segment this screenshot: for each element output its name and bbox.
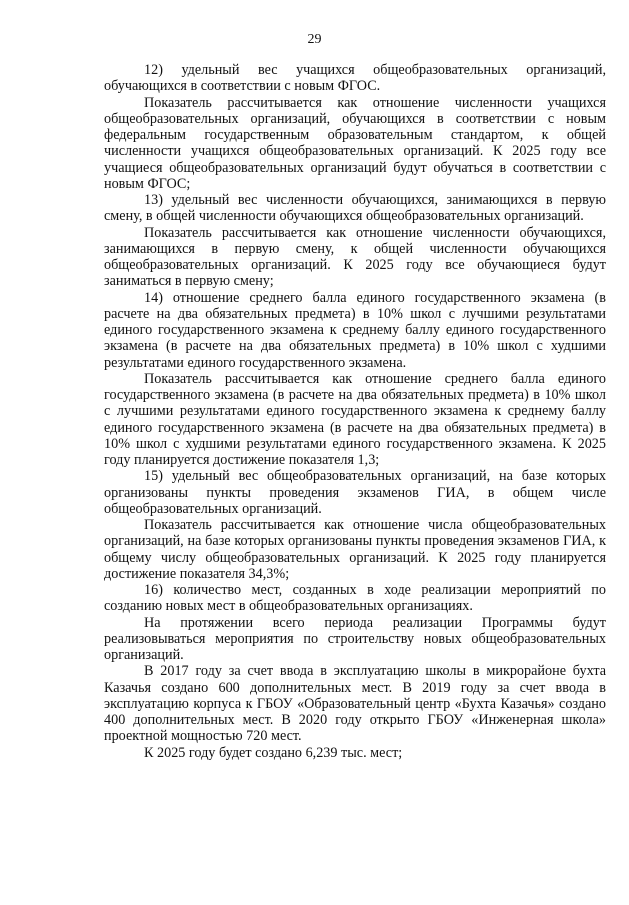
paragraph-indicator-14-calculation: Показатель рассчитывается как отношение среднего балла единого государственного экзамена (в расчете на два обязательных предмета) в 10% школ с лучшими результатами единого государственного экзамена к среднему баллу единого государственного экзамена (в расчете на два обязательных предмета) в 10% школ с худшими результатами единого государственного экзамена. К 2025 году планируется достижение показателя 1,3;	[104, 370, 606, 468]
paragraph-indicator-12-calculation: Показатель рассчитывается как отношение численности учащихся общеобразовательных организаций, обучающихся в соответствии с новым федеральным государственным образовательным стандартом, к общей численности учащихся общеобразовательных организаций. К 2025 году все учащиеся общеобразовательных организаций будут обучаться в соответствии с новым ФГОС;	[104, 94, 606, 192]
paragraph-indicator-15: 15) удельный вес общеобразовательных организаций, на базе которых организованы пункты проведения экзаменов ГИА, в общем числе общеобразовательных организаций.	[104, 468, 606, 517]
paragraph-indicator-12: 12) удельный вес учащихся общеобразовательных организаций, обучающихся в соответствии с новым ФГОС.	[104, 62, 606, 95]
paragraph-indicator-16: 16) количество мест, созданных в ходе реализации мероприятий по созданию новых мест в общеобразовательных организациях.	[104, 582, 606, 615]
paragraph-construction-plan: На протяжении всего периода реализации Программы будут реализовываться мероприятия по строительству новых общеобразовательных организаций.	[104, 614, 606, 663]
paragraph-indicator-13-calculation: Показатель рассчитывается как отношение численности обучающихся, занимающихся в первую смену, к общей численности обучающихся общеобразовательных организаций. К 2025 году все обучающиеся будут заниматься в первую смену;	[104, 224, 606, 290]
document-body	[104, 62, 606, 761]
paragraph-places-created: В 2017 году за счет ввода в эксплуатацию школы в микрорайоне бухта Казачья создано 600 дополнительных мест. В 2019 году за счет ввода в эксплуатацию корпуса к ГБОУ «Образовательный центр «Бухта Казачья» создано 400 дополнительных мест. В 2020 году открыто ГБОУ «Инженерная школа» проектной мощностью 720 мест.	[104, 663, 606, 745]
paragraph-indicator-15-calculation: Показатель рассчитывается как отношение числа общеобразовательных организаций, на базе которых организованы пункты проведения экзаменов ГИА, к общему числу общеобразовательных организаций. К 2025 году планируется достижение показателя 34,3%;	[104, 517, 606, 582]
paragraph-indicator-14: 14) отношение среднего балла единого государственного экзамена (в расчете на два обязательных предмета) в 10% школ с лучшими результатами единого государственного экзамена к среднему баллу единого государственного экзамена (в расчете на два обязательных предмета) в 10% школ с худшими результатами единого государственного экзамена.	[104, 289, 606, 371]
paragraph-target-2025: К 2025 году будет создано 6,239 тыс. мест;	[144, 744, 403, 761]
page-number: 29	[307, 32, 322, 47]
paragraph-indicator-13: 13) удельный вес численности обучающихся, занимающихся в первую смену, в общей численности обучающихся общеобразовательных организаций.	[104, 192, 606, 225]
